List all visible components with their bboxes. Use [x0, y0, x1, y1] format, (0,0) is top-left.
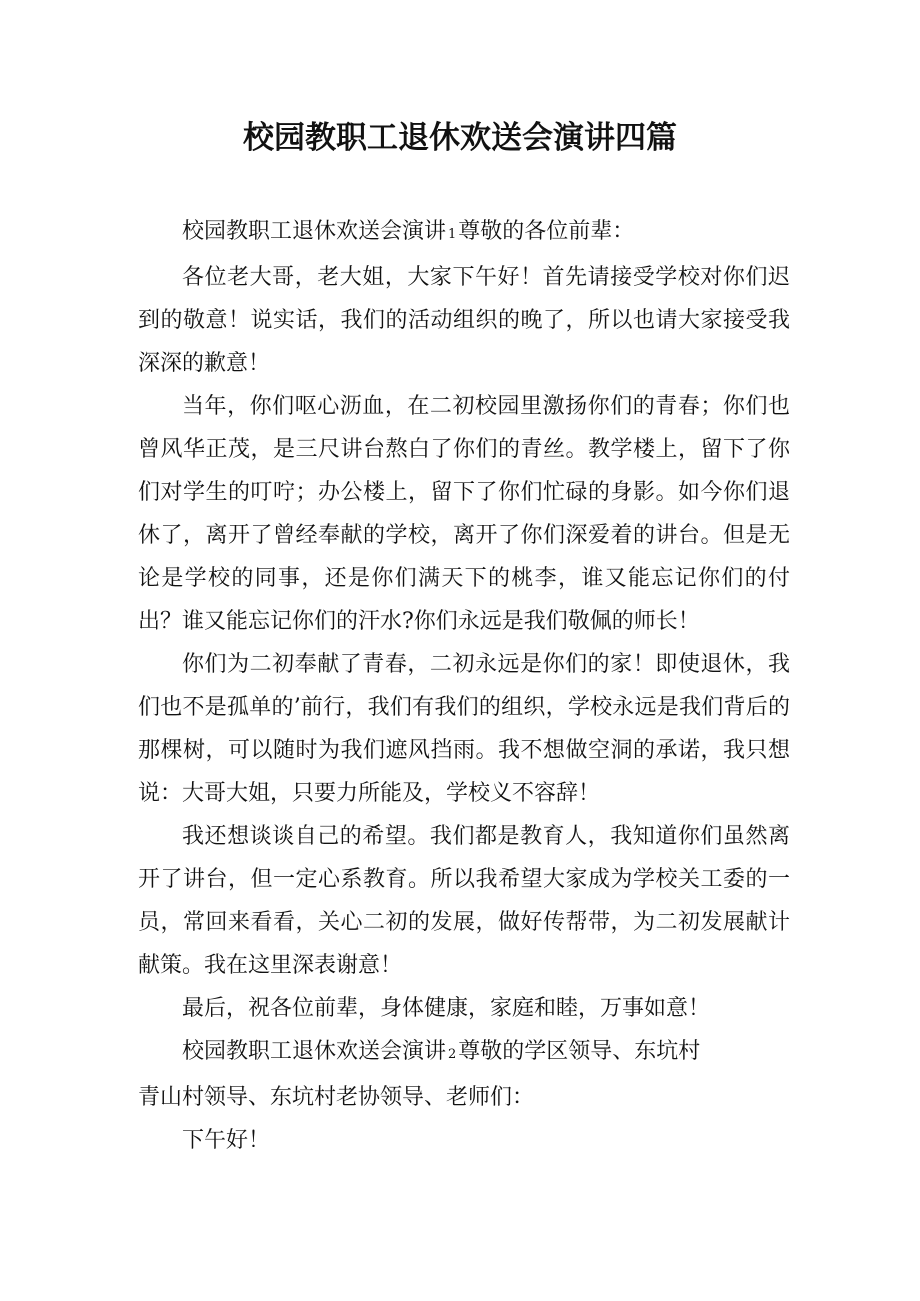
speech-2-heading — [138, 1030, 790, 1076]
paragraph-opening: 各位老大哥，老大姐，大家下午好！首先请接受学校对你们迟到的敬意！说实话，我们的活动组织的晚了，所以也请大家接受我深深的歉意！ — [138, 265, 790, 376]
speech-2-salutation-line2: 青山村领导、东坑村老协领导、老师们： — [138, 1085, 535, 1110]
paragraph-memories: 当年，你们呕心沥血，在二初校园里激扬你们的青春；你们也曾风华正茂，是三尺讲台熬白了你们的青丝。教学楼上，留下了你们对学生的叮咛；办公楼上，留下了你们忙碌的身影。如今你们退休了，离开了曾经奉献的学校，离开了你们深爱着的讲台。但是无论是学校的同事，还是你们满天下的桃李，谁又能忘记你们的付出？谁又能忘记你们的汗水?你们永远是我们敬佩的师长！ — [138, 394, 790, 634]
speech-2-number: 2 — [448, 1047, 457, 1062]
speech-1-heading — [138, 210, 790, 256]
speech-2-salutation-line1: 尊敬的学区领导、东坑村 — [458, 1039, 701, 1064]
paragraph-home: 你们为二初奉献了青春，二初永远是你们的家！即使退休，我们也不是孤单的’前行，我们有我们的组织，学校永远是我们背后的那棵树，可以随时为我们遮风挡雨。我不想做空洞的承诺，我只想说：大哥大姐，只要力所能及，学校义不容辞！ — [138, 652, 790, 806]
document-body — [138, 210, 790, 1162]
speech-2-heading-prefix: 校园教职工退休欢送会演讲 — [182, 1039, 447, 1064]
paragraph-closing: 最后，祝各位前辈，身体健康，家庭和睦，万事如意！ — [182, 996, 711, 1021]
speech-1-heading-prefix: 校园教职工退休欢送会演讲 — [182, 219, 447, 244]
paragraph-hope: 我还想谈谈自己的希望。我们都是教育人，我知道你们虽然离开了讲台，但一定心系教育。所以我希望大家成为学校关工委的一员，常回来看看，关心二初的发展，做好传帮带，为二初发展献计献策。我在这里深表谢意！ — [138, 824, 790, 978]
greeting: 下午好！ — [182, 1128, 271, 1153]
document-title: 校园教职工退休欢送会演讲四篇 — [243, 120, 677, 156]
speech-1-salutation: 尊敬的各位前辈： — [458, 219, 635, 244]
speech-1-number: 1 — [448, 227, 457, 242]
